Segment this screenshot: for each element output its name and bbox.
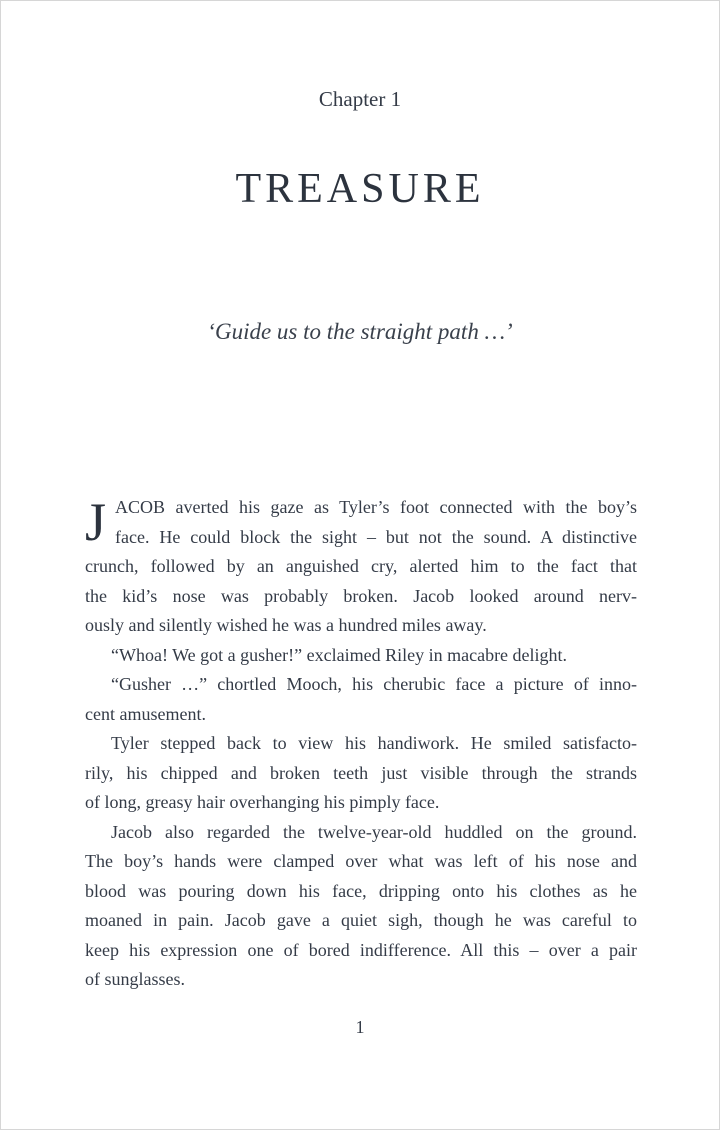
body-line: “Whoa! We got a gusher!” exclaimed Riley in macabre delight. xyxy=(111,644,568,665)
paragraph xyxy=(85,641,637,671)
body-text xyxy=(85,493,637,995)
body-line: ACOB averted his gaze as Tyler’s foot connected with the boy’s xyxy=(115,497,637,517)
paragraph xyxy=(85,493,637,641)
body-line: crunch, followed by an anguished cry, alerted him to the fact that xyxy=(85,556,637,576)
body-line: cent amusement. xyxy=(85,703,206,724)
drop-cap: J xyxy=(85,492,107,552)
body-line: “Gusher …” chortled Mooch, his cherubic face a picture of inno- xyxy=(111,674,637,694)
body-line: ously and silently wished he was a hundred miles away. xyxy=(85,615,487,635)
epigraph: ‘Guide us to the straight path …’ xyxy=(207,319,513,344)
body-line: The boy’s hands were clamped over what was left of his nose and xyxy=(85,851,637,871)
body-line: of sunglasses. xyxy=(85,969,185,989)
body-line: Tyler stepped back to view his handiwork. He smiled satisfacto- xyxy=(111,733,637,753)
chapter-label: Chapter 1 xyxy=(318,87,402,111)
paragraph xyxy=(85,729,637,818)
body-line: moaned in pain. Jacob gave a quiet sigh, though he was careful to xyxy=(85,910,637,930)
body-line: keep his expression one of bored indifference. All this – over a pair xyxy=(85,939,637,960)
body-line: face. He could block the sight – but not the sound. A distinctive xyxy=(115,526,637,547)
body-line: Jacob also regarded the twelve-year-old huddled on the ground. xyxy=(111,821,637,842)
body-line: the kid’s nose was probably broken. Jacob looked around nerv- xyxy=(85,585,637,606)
body-line: of long, greasy hair overhanging his pimply face. xyxy=(85,792,440,812)
body-line: blood was pouring down his face, dripping onto his clothes as he xyxy=(85,880,637,901)
chapter-title: TREASURE xyxy=(235,166,485,212)
body-line: rily, his chipped and broken teeth just visible through the strands xyxy=(85,762,637,783)
paragraph xyxy=(85,818,637,995)
paragraph xyxy=(85,670,637,729)
page-number: 1 xyxy=(355,1016,365,1037)
